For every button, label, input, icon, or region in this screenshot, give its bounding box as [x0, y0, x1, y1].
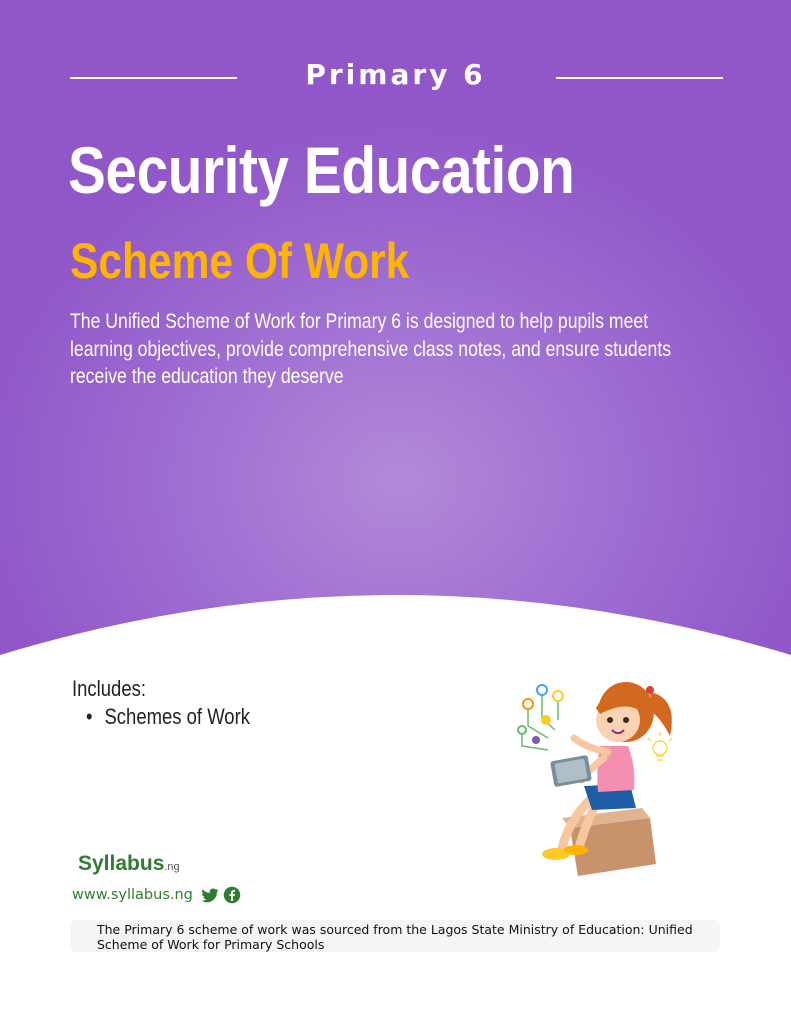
page-description: The Unified Scheme of Work for Primary 6 is designed to help pupils meet learning objectives, provide comprehensive class notes, and ensure students receive the education they deserve — [70, 310, 672, 388]
grade-label: Primary 6 — [305, 58, 486, 91]
girl-with-tablet-illustration — [500, 668, 700, 886]
list-item-label: Schemes of Work — [104, 704, 250, 729]
facebook-icon[interactable] — [223, 886, 241, 904]
page-subtitle: Scheme Of Work — [70, 233, 410, 289]
website-link[interactable]: www.syllabus.ng — [72, 887, 193, 903]
includes-label: Includes: — [72, 676, 146, 701]
website-row — [72, 884, 245, 906]
syllabus-logo[interactable]: Syllabus.ng — [78, 852, 180, 875]
twitter-icon[interactable] — [201, 886, 219, 904]
page-title: Security Education — [68, 133, 575, 207]
source-note-box — [70, 920, 720, 952]
list-item: • Schemes of Work — [86, 704, 250, 729]
source-note: The Primary 6 scheme of work was sourced from the Lagos State Ministry of Education: Unified Scheme of Work for Primary Schools — [97, 922, 693, 952]
divider-right — [556, 77, 723, 79]
includes-list — [86, 704, 281, 730]
